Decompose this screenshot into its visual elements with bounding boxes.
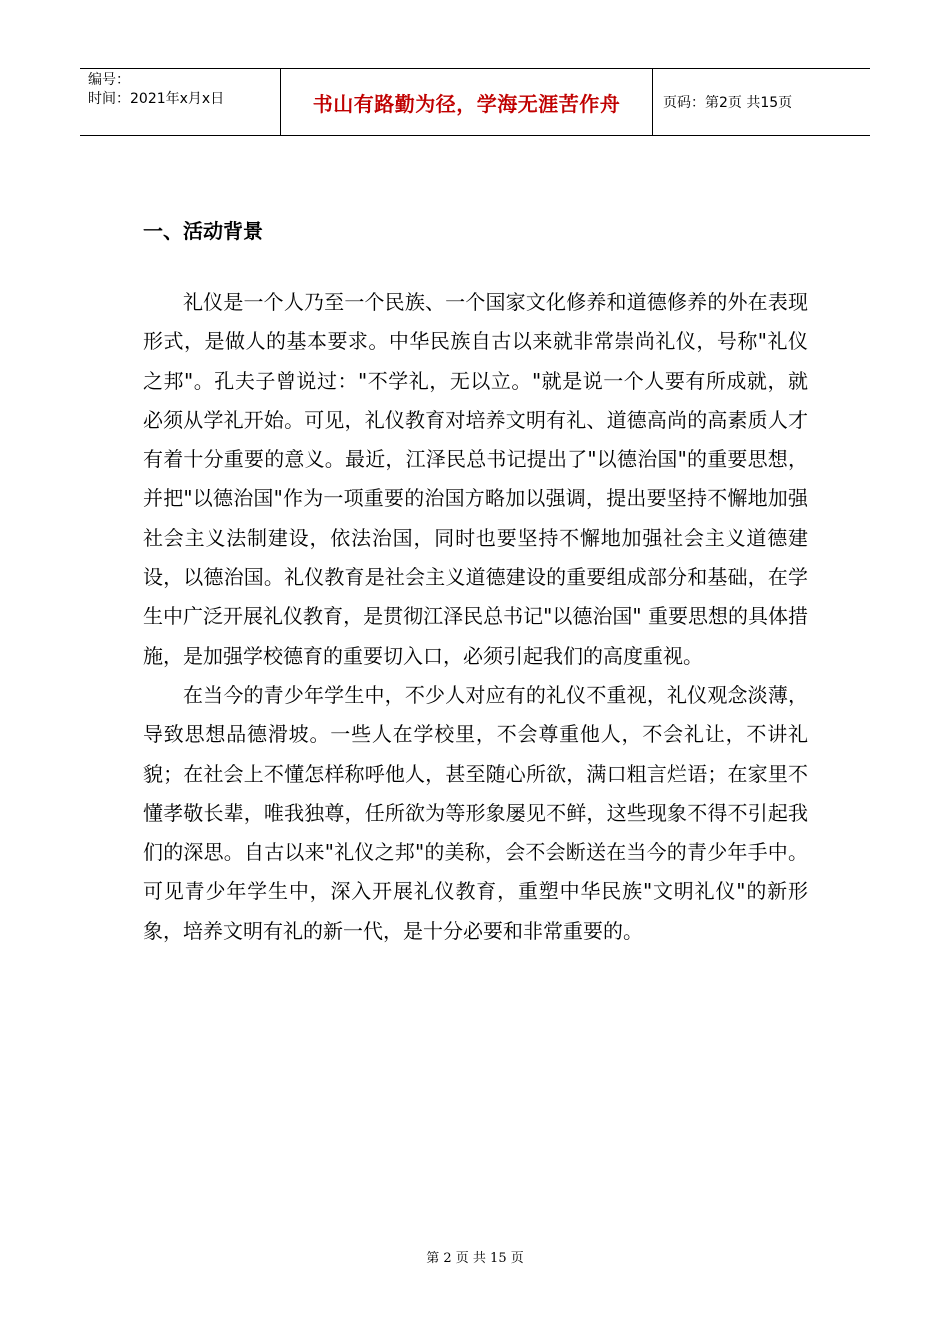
paragraph-2: 在当今的青少年学生中，不少人对应有的礼仪不重视，礼仪观念淡薄，导致思想品德滑坡。一些人在学校里，不会尊重他人，不会礼让，不讲礼貌；在社会上不懂怎样称呼他人，甚至随心所欲，满口粗言烂语；在家里不懂孝敬长辈，唯我独尊，任所欲为等形象屡见不鲜，这些现象不得不引起我们的深思。自古以来"礼仪之邦"的美称，会不会断送在当今的青少年手中。可见青少年学生中，深入开展礼仪教育，重塑中华民族"文明礼仪"的新形象，培养文明有礼的新一代，是十分必要和非常重要的。 xyxy=(143,682,808,943)
section-heading: 一、活动背景 xyxy=(143,219,263,243)
page-header xyxy=(80,68,870,136)
paragraph-1: 礼仪是一个人乃至一个民族、一个国家文化修养和道德修养的外在表现形式，是做人的基本要求。中华民族自古以来就非常崇尚礼仪，号称"礼仪之邦"。孔夫子曾说过："不学礼，无以立。"就是说一个人要有所成就，就必须从学礼开始。可见，礼仪教育对培养文明有礼、道德高尚的高素质人才有着十分重要的意义。最近，江泽民总书记提出了"以德治国"的重要思想，并把"以德治国"作为一项重要的治国方略加以强调，提出要坚持不懈地加强社会主义法制建设，依法治国，同时也要坚持不懈地加强社会主义道德建设，以德治国。礼仪教育是社会主义道德建设的重要组成部分和基础，在学生中广泛开展礼仪教育，是贯彻江泽民总书记"以德治国" 重要思想的具体措施，是加强学校德育的重要切入口，必须引起我们的高度重视。 xyxy=(143,290,808,668)
serial-label: 编号： xyxy=(88,72,130,88)
body-text xyxy=(143,283,808,951)
time-label: 时间：2021年x月x日 xyxy=(88,91,225,107)
page-footer: 第 2 页 共 15 页 xyxy=(426,1251,524,1266)
header-page-info: 页码：第2页 共15页 xyxy=(663,95,793,111)
header-motto: 书山有路勤为径，学海无涯苦作舟 xyxy=(281,69,653,135)
header-meta-cell xyxy=(80,69,281,135)
